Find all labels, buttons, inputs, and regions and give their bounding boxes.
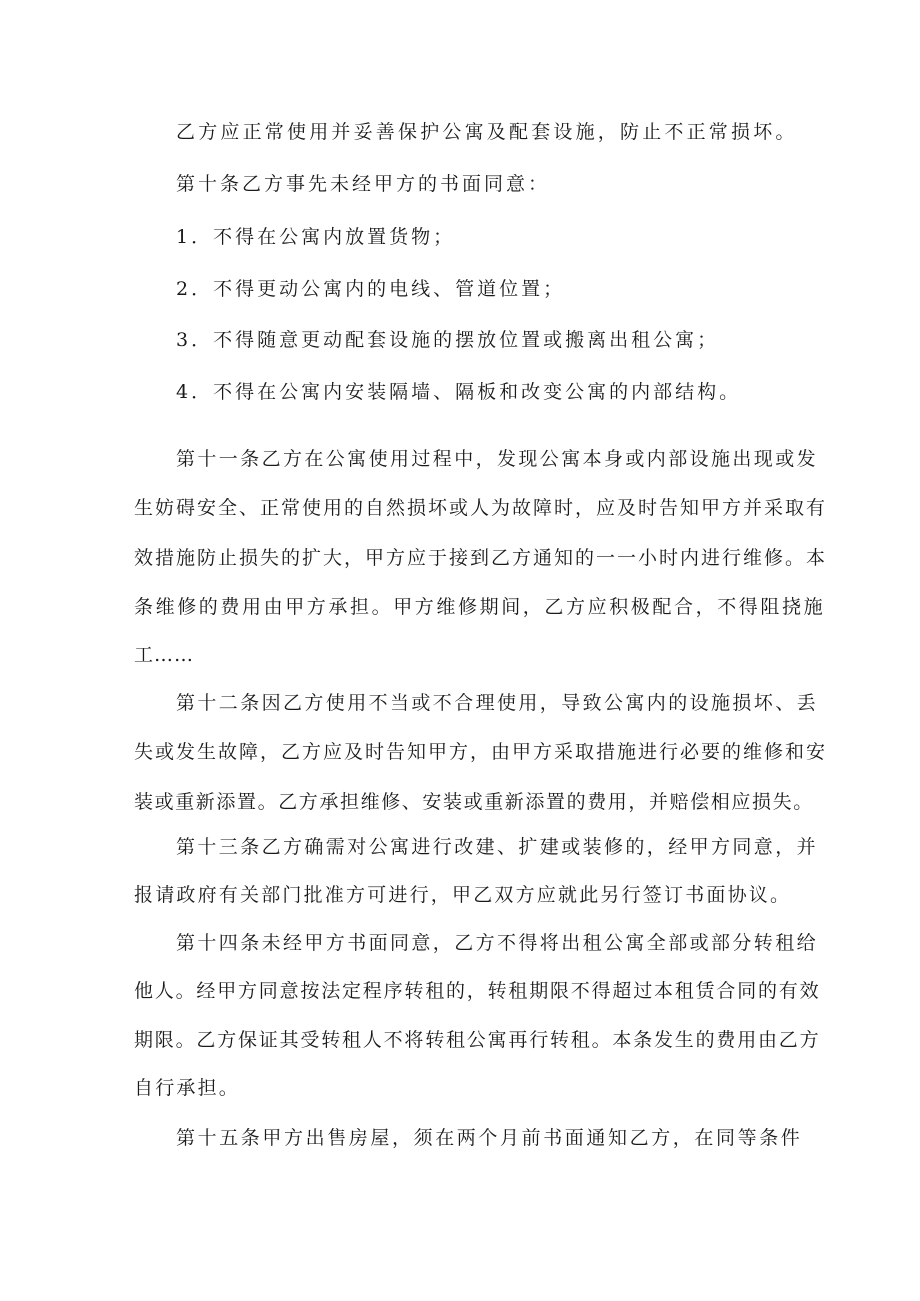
text-line: 装或重新添置。乙方承担维修、安装或重新添置的费用，并赔偿相应损失。 [134, 791, 814, 813]
text-line: 自行承担。 [134, 1077, 241, 1099]
text-line: 他人。经甲方同意按法定程序转租的，转租期限不得超过本租赁合同的有效 [134, 980, 821, 1002]
text-line: 失或发生故障，乙方应及时告知甲方，由甲方采取措施进行必要的维修和安 [134, 741, 828, 763]
list-item: 1．不得在公寓内放置货物； [176, 226, 456, 248]
list-item: 2．不得更动公寓内的电线、管道位置； [176, 278, 566, 300]
text-line: 第十条乙方事先未经甲方的书面同意： [176, 173, 551, 195]
text-line: 第十二条因乙方使用不当或不合理使用，导致公寓内的设施损坏、丢 [176, 692, 819, 714]
list-item: 4．不得在公寓内安装隔墙、隔板和改变公寓的内部结构。 [176, 381, 742, 403]
text-line: 第十五条甲方出售房屋，须在两个月前书面通知乙方，在同等条件 [176, 1127, 803, 1149]
text-line: 条维修的费用由甲方承担。甲方维修期间，乙方应积极配合，不得阻挠施 [134, 596, 826, 618]
text-line: 工…… [134, 644, 195, 666]
text-line: 期限。乙方保证其受转租人不将转租公寓再行转租。本条发生的费用由乙方 [134, 1029, 821, 1051]
text-line: 效措施防止损失的扩大，甲方应于接到乙方通知的一一小时内进行维修。本 [134, 547, 828, 569]
text-line: 生妨碍安全、正常使用的自然损坏或人为故障时，应及时告知甲方并采取有 [134, 497, 828, 519]
text-line: 第十一条乙方在公寓使用过程中，发现公寓本身或内部设施出现或发 [176, 448, 819, 470]
text-line: 第十四条未经甲方书面同意，乙方不得将出租公寓全部或部分转租给 [176, 932, 819, 954]
text-line: 第十三条乙方确需对公寓进行改建、扩建或装修的，经甲方同意，并 [176, 836, 819, 858]
list-item: 3．不得随意更动配套设施的摆放位置或搬离出租公寓； [176, 329, 720, 351]
text-line: 报请政府有关部门批准方可进行，甲乙双方应就此另行签订书面协议。 [134, 884, 792, 906]
text-line: 乙方应正常使用并妥善保护公寓及配套设施，防止不正常损坏。 [176, 121, 798, 143]
